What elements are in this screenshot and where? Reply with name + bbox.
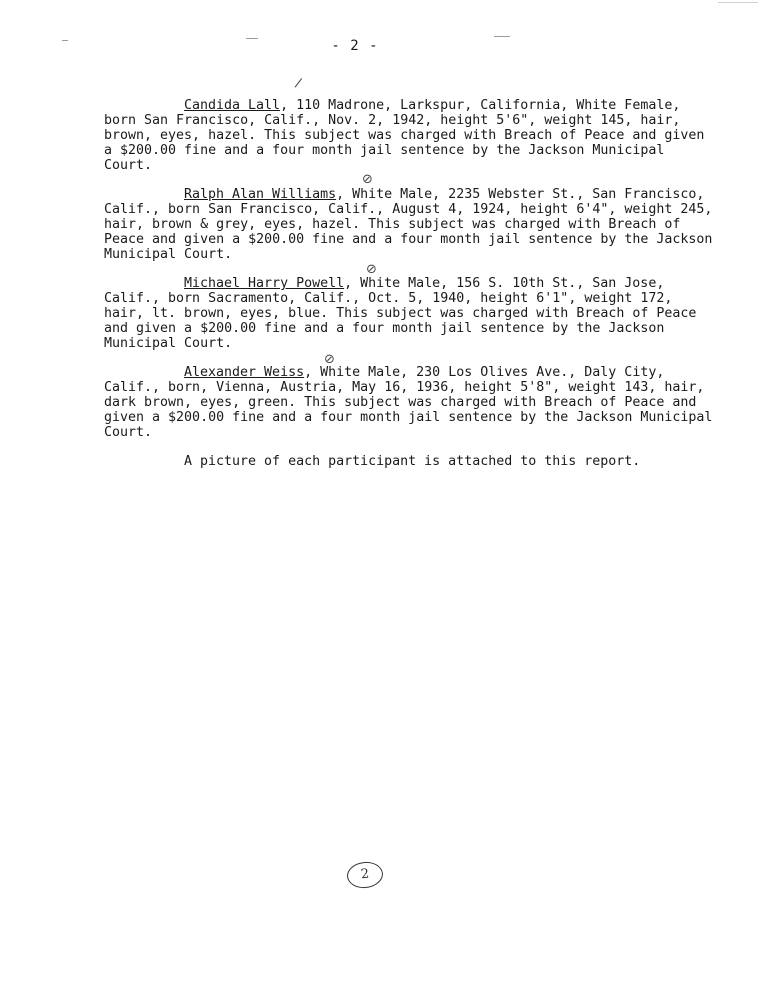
subject-name: Ralph Alan Williams [184, 187, 337, 202]
handwritten-check-icon: ⊘ [324, 352, 335, 367]
subject-details: , 110 Madrone, Larkspur, California, White Female, born San Francisco, Calif., Nov. 2, 1942, height 5'6", weight 145, hair, brown, eyes, hazel. This subject was charged with Breach of Peace and given a $200.00 fine and a four month jail sentence by the Jackson Municipal Court. [104, 98, 705, 173]
subject-paragraph [104, 98, 714, 173]
subject-paragraph [104, 276, 714, 351]
handwritten-check-icon: / [293, 75, 303, 92]
report-body [104, 98, 714, 483]
handwritten-check-icon: ⊘ [362, 172, 373, 187]
subject-details: , White Male, 2235 Webster St., San Francisco, Calif., born San Francisco, Calif., August 4, 1924, height 6'4", weight 245, hair, brown & grey, eyes, hazel. This subject was charged with Breach of Peace and given a $200.00 fine and a four month jail sentence by the Jackson Municipal Court. [104, 187, 713, 262]
subject-name: Michael Harry Powell [184, 276, 345, 291]
circled-page-number: 2 [346, 860, 385, 890]
subject-details: , White Male, 156 S. 10th St., San Jose, Calif., born Sacramento, Calif., Oct. 5, 1940, height 6'1", weight 172, hair, lt. brown, eyes, blue. This subject was charged with Breach of Peace and given a $200.00 fine and a four month jail sentence by the Jackson Municipal Court. [104, 276, 697, 351]
subject-name: Alexander Weiss [184, 365, 305, 380]
handwritten-check-icon: ⊘ [366, 262, 377, 277]
closing-paragraph [104, 454, 714, 469]
closing-text: A picture of each participant is attached to this report. [184, 454, 641, 469]
subject-paragraph [104, 187, 714, 262]
subject-paragraph [104, 365, 714, 440]
scan-mark [494, 36, 510, 37]
page-number: - 2 - [331, 38, 379, 54]
subject-name: Candida Lall [184, 98, 281, 113]
scan-mark [718, 2, 758, 3]
subject-details: , White Male, 230 Los Olives Ave., Daly City, Calif., born, Vienna, Austria, May 16, 1936, height 5'8", weight 143, hair, dark brown, eyes, green. This subject was charged with Breach of Peace and given a $200.00 fine and a four month jail sentence by the Jackson Municipal Court. [104, 365, 713, 440]
